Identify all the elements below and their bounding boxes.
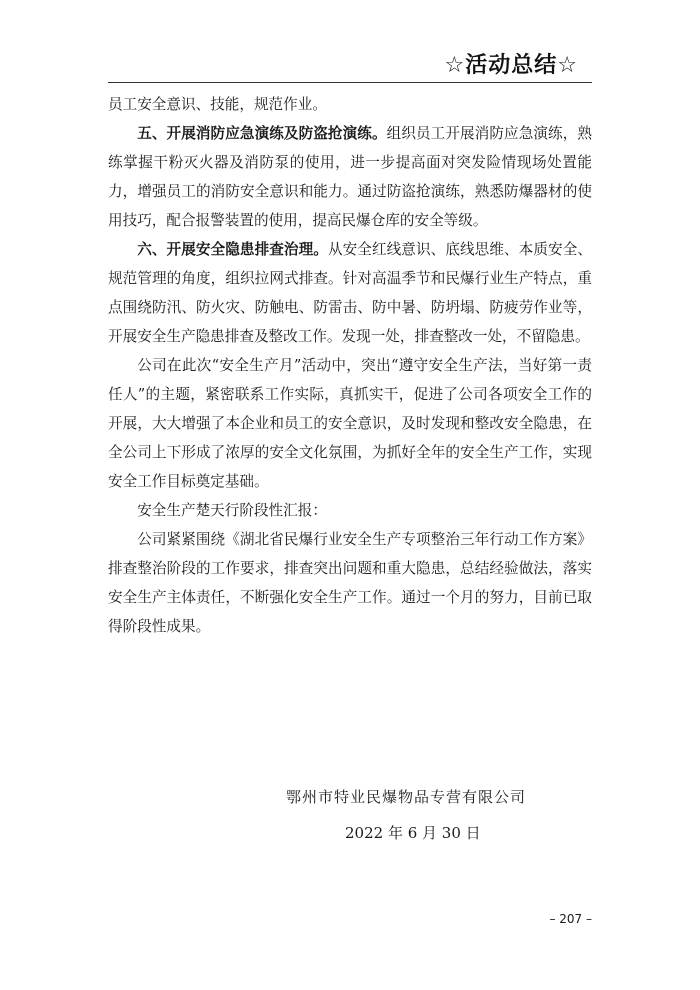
paragraph-hazard-inspection [108,235,592,351]
header-title: ☆活动总结☆ [444,53,578,78]
paragraph-report-body [108,525,592,641]
document-body [108,90,592,641]
paragraph-lead: 五、开展消防应急演练及防盗抢演练。 [137,125,387,142]
paragraph-continuation [108,90,592,119]
paragraph-text: 安全生产楚天行阶段性汇报： [137,502,327,519]
paragraph-text: 公司在此次“安全生产月”活动中，突出“遵守安全生产法，当好第一责任人”的主题，紧密联系工作实际，真抓实干，促进了公司各项安全工作的开展，大大增强了本企业和员工的安全意识，及时发现和整改安全隐患，在全公司上下形成了浓厚的安全文化氛围，为抓好全年的安全生产工作，实现安全工作目标奠定基础。 [108,357,592,490]
signature-company: 鄂州市特业民爆物品专营有限公司 [286,788,527,806]
paragraph-text: 从安全红线意识、底线思维、本质安全、规范管理的角度，组织拉网式排查。针对高温季节和民爆行业生产特点，重点围绕防汛、防火灾、防触电、防雷击、防中暑、防坍塌、防疲劳作业等，开展安全生产隐患排查及整改工作。发现一处，排查整改一处，不留隐患。 [108,241,592,345]
paragraph-text: 组织员工开展消防应急演练，熟练掌握干粉灭火器及消防泵的使用，进一步提高面对突发险情现场处置能力，增强员工的消防安全意识和能力。通过防盗抢演练，熟悉防爆器材的使用技巧，配合报警装置的使用，提高民爆仓库的安全等级。 [108,125,592,229]
signature-date: 2022 年 6 月 30 日 [345,824,481,842]
header-divider [108,82,592,83]
paragraph-fire-drill [108,119,592,235]
paragraph-text: 员工安全意识、技能，规范作业。 [108,96,327,113]
paragraph-summary [108,351,592,496]
page-number: – 207 – [549,912,592,926]
paragraph-lead: 六、开展安全隐患排查治理。 [137,241,328,258]
paragraph-report-heading [108,496,592,525]
paragraph-text: 公司紧紧围绕《湖北省民爆行业安全生产专项整治三年行动工作方案》排查整治阶段的工作要求，排查突出问题和重大隐患，总结经验做法，落实安全生产主体责任，不断强化安全生产工作。通过一个月的努力，目前已取得阶段性成果。 [108,531,592,635]
